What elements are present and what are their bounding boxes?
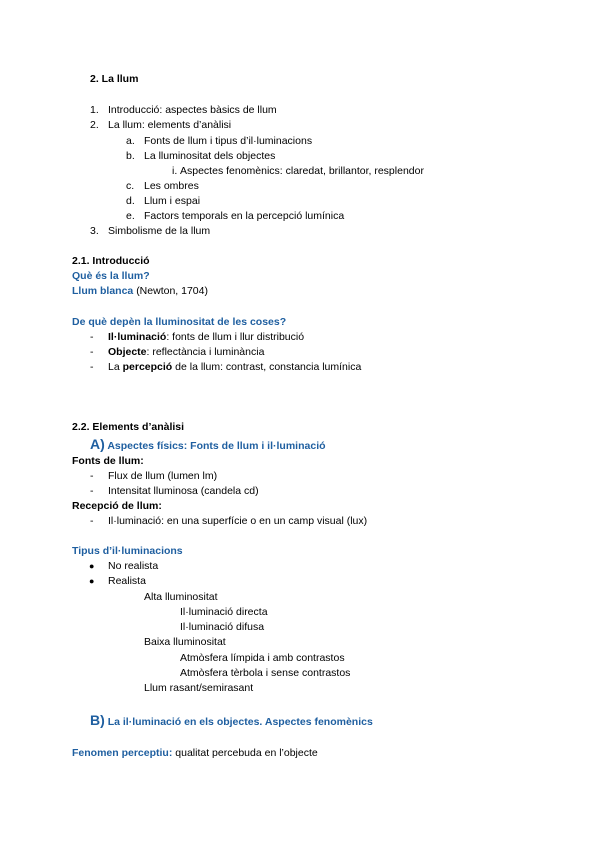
white-light-line: [72, 284, 208, 298]
outline-item: Simbolisme de la llum: [108, 225, 211, 237]
types-tree-item: Il·luminació directa: [180, 606, 268, 618]
outline-item: Llum i espai: [144, 195, 201, 207]
section-a-letter: A): [90, 436, 105, 452]
intro-item: [108, 345, 264, 359]
elements-heading: 2.2. Elements d’anàlisi: [72, 421, 185, 433]
dash-marker: -: [90, 485, 94, 497]
outline-marker: 1.: [90, 104, 99, 116]
sources-item: Intensitat lluminosa (candela cd): [108, 485, 259, 497]
sources-item: Flux de llum (lumen lm): [108, 470, 218, 482]
section-b-title: La il·luminació en els objectes. Aspectes fenomènics: [107, 716, 373, 728]
outline-marker: a.: [126, 135, 135, 147]
outline-item: Factors temporals en la percepció lumínica: [144, 210, 345, 222]
types-tree-item: Baixa lluminositat: [144, 636, 226, 648]
phenomenon-label: Fenomen perceptiu:: [72, 747, 173, 759]
intro-item-pre: La: [108, 361, 123, 373]
types-tree-item: Il·luminació difusa: [180, 621, 265, 633]
page-title: 2. La llum: [90, 73, 139, 85]
intro-item-text: : reflectància i luminància: [146, 346, 265, 358]
intro-item-term: Objecte: [108, 346, 147, 358]
intro-item-term: percepció: [122, 361, 173, 373]
bullet-marker: ●: [89, 561, 95, 571]
types-tree-item: Alta lluminositat: [144, 591, 218, 603]
reception-label: Recepció de llum:: [72, 500, 162, 512]
dash-marker: -: [90, 331, 94, 343]
white-light-citation: (Newton, 1704): [136, 285, 208, 297]
types-bullet: No realista: [108, 560, 159, 572]
outline-marker: 2.: [90, 119, 99, 131]
dash-marker: -: [90, 346, 94, 358]
outline-item: Aspectes fenomènics: claredat, brillantor, resplendor: [180, 165, 424, 177]
reception-item: Il·luminació: en una superfície o en un camp visual (lux): [108, 515, 368, 527]
intro-heading: 2.1. Introducció: [72, 255, 150, 267]
intro-item-text: de la llum: contrast, constancia lumínica: [172, 361, 362, 373]
phenomenon-text: qualitat percebuda en l’objecte: [175, 747, 318, 759]
intro-item: [108, 330, 304, 344]
outline-item: La lluminositat dels objectes: [144, 150, 276, 162]
section-b-heading: [90, 713, 373, 729]
types-tree-item: Llum rasant/semirasant: [144, 682, 254, 694]
phenomenon-line: [72, 746, 318, 760]
outline-item: La llum: elements d’anàlisi: [108, 119, 232, 131]
intro-question: Què és la llum?: [72, 270, 150, 282]
outline-item: Introducció: aspectes bàsics de llum: [108, 104, 277, 116]
intro-question2: De què depèn la lluminositat de les coses?: [72, 316, 287, 328]
outline-marker: d.: [126, 195, 135, 207]
types-heading: Tipus d’il·luminacions: [72, 545, 183, 557]
white-light-term: Llum blanca: [72, 285, 134, 297]
types-tree-item: Atmòsfera tèrbola i sense contrastos: [180, 667, 351, 679]
intro-item-term: Il·luminació: [108, 331, 167, 343]
bullet-marker: ●: [89, 576, 95, 586]
outline-marker: c.: [126, 180, 135, 192]
sources-label: Fonts de llum:: [72, 455, 144, 467]
outline-item: Fonts de llum i tipus d’il·luminacions: [144, 135, 313, 147]
dash-marker: -: [90, 361, 94, 373]
dash-marker: -: [90, 470, 94, 482]
section-b-letter: B): [90, 712, 105, 728]
section-a-heading: [90, 437, 326, 453]
section-a-title: Aspectes físics: Fonts de llum i il·luminació: [107, 440, 326, 452]
types-bullet: Realista: [108, 575, 146, 587]
dash-marker: -: [90, 515, 94, 527]
outline-item: Les ombres: [144, 180, 199, 192]
outline-marker: e.: [126, 210, 135, 222]
intro-item-text: : fonts de llum i llur distribució: [166, 331, 305, 343]
outline-marker: i.: [172, 165, 178, 177]
outline-marker: b.: [126, 150, 135, 162]
outline-marker: 3.: [90, 225, 99, 237]
types-tree-item: Atmòsfera límpida i amb contrastos: [180, 652, 345, 664]
intro-item: [108, 360, 361, 374]
